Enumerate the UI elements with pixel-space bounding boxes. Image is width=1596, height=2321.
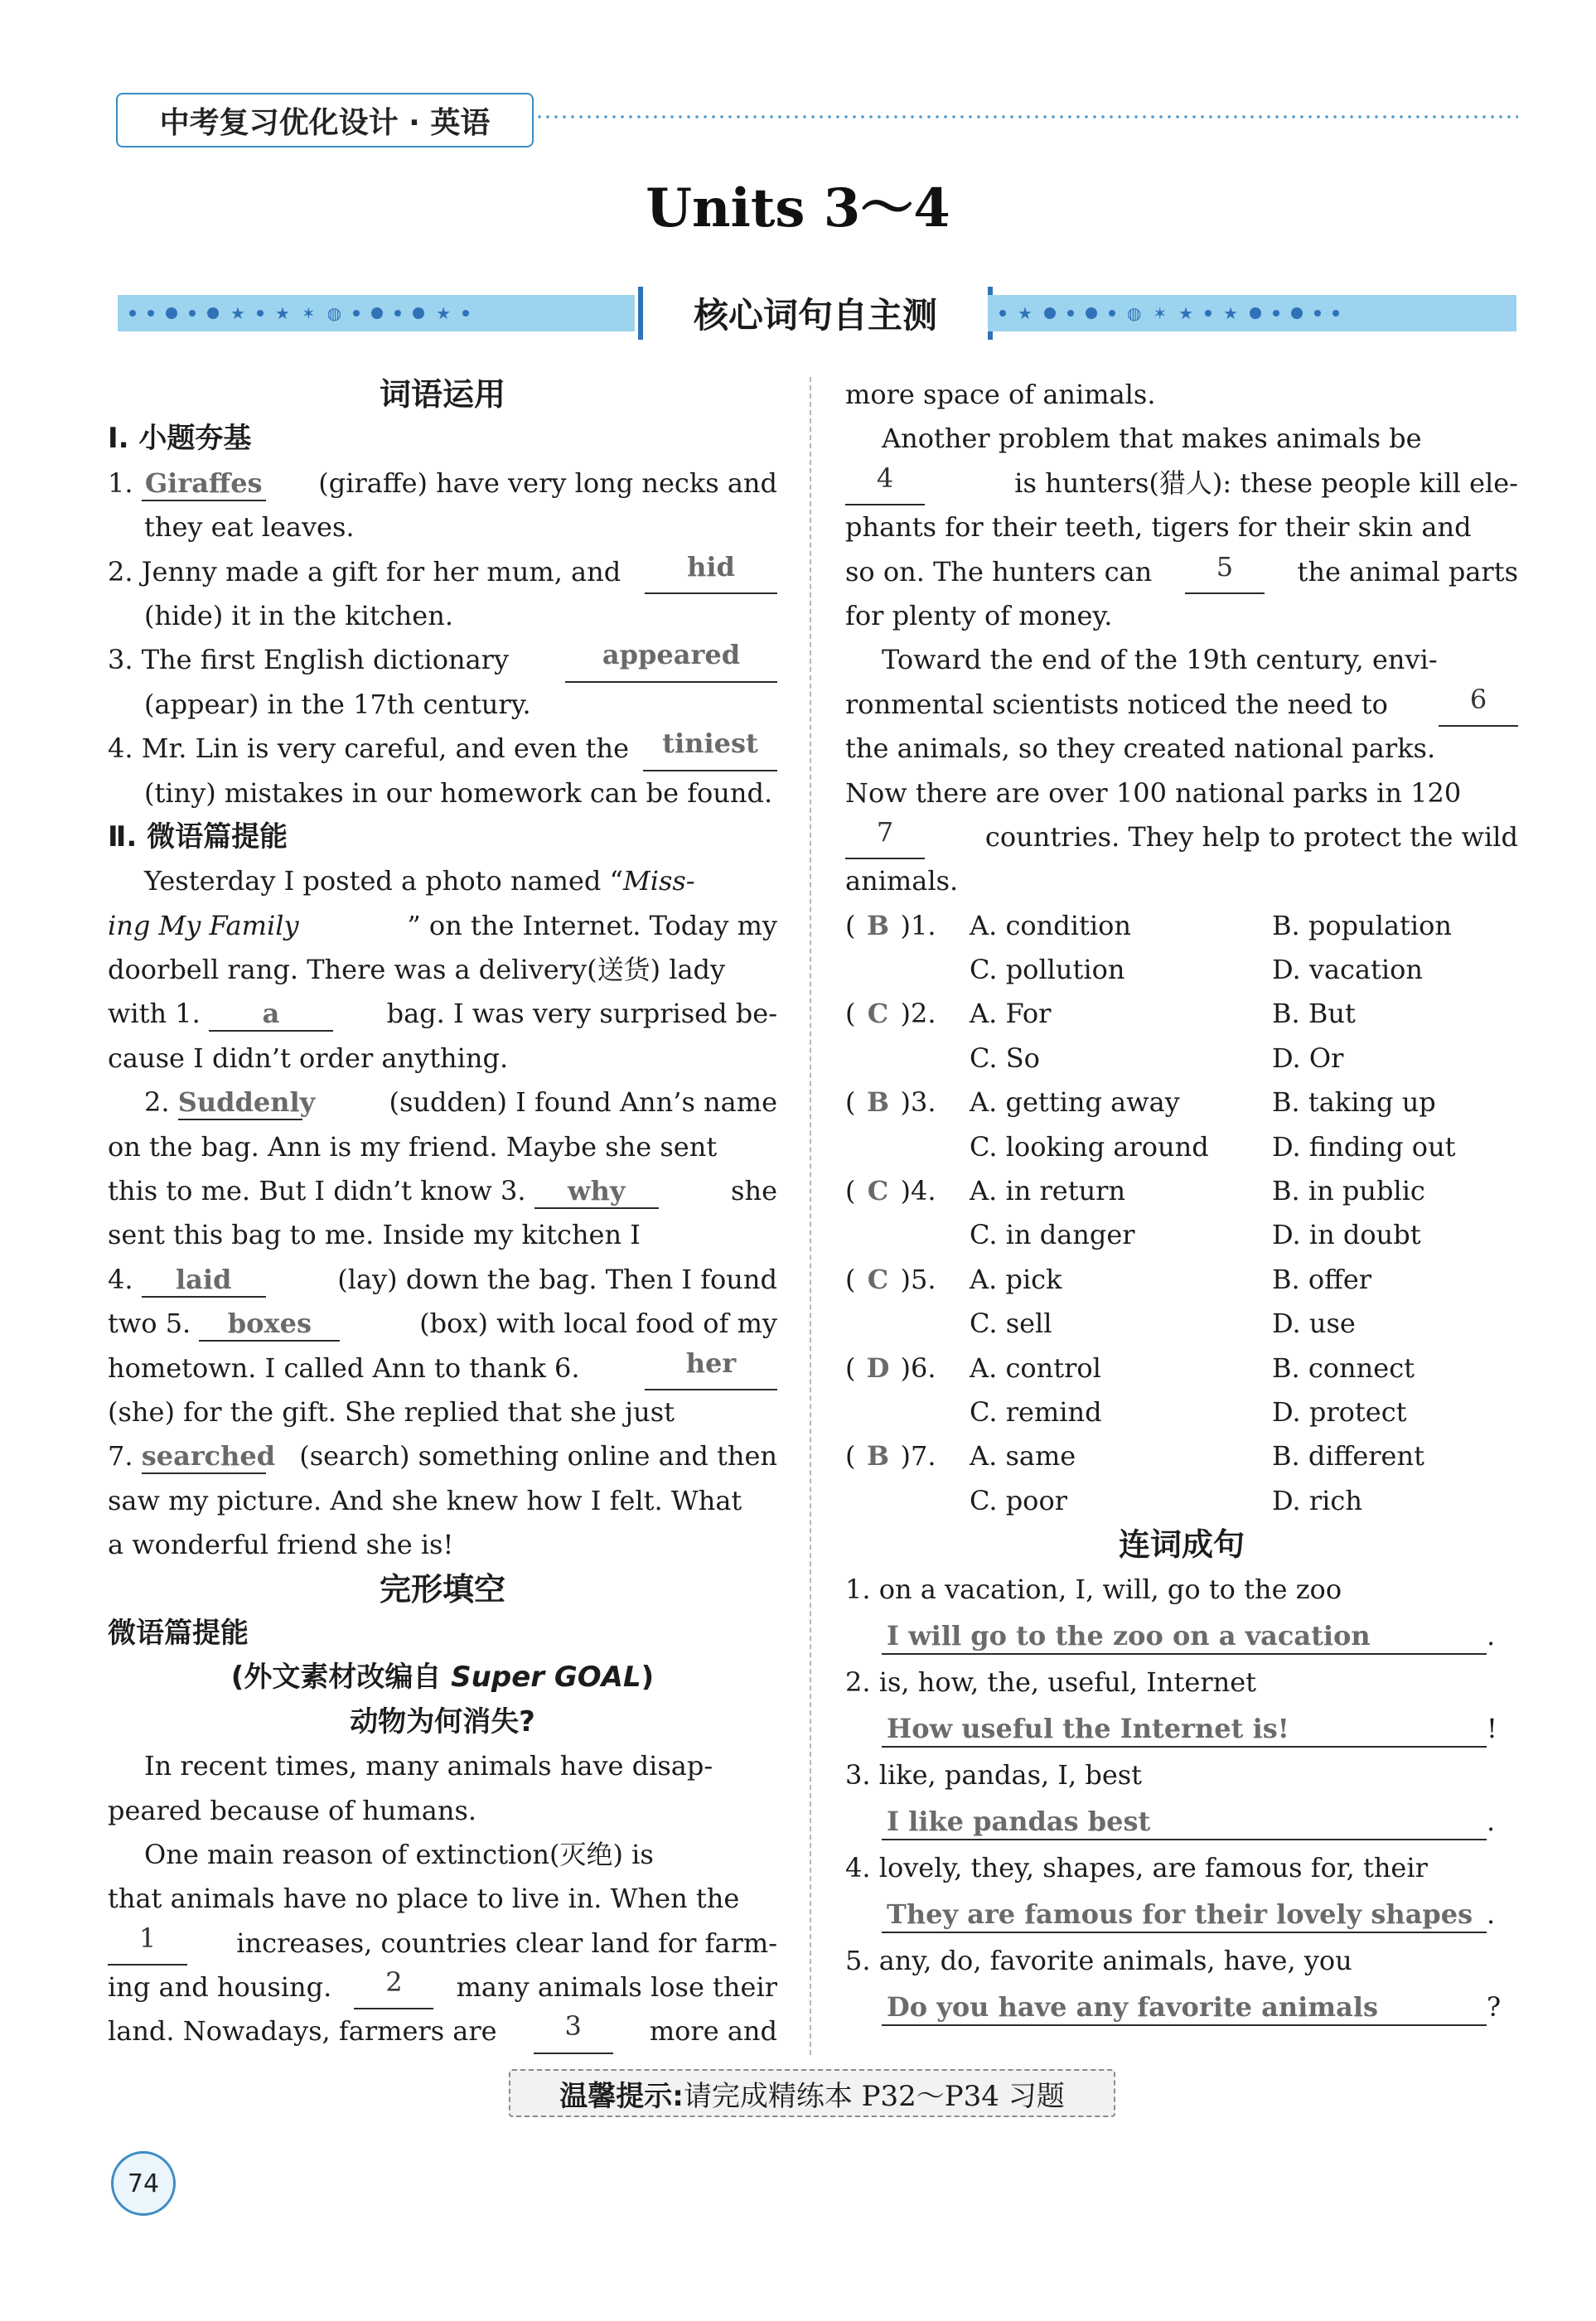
option-row: ( C ) 2. A. For B. But — [845, 992, 1518, 1036]
passage-line: cause I didn’t order anything. — [108, 1042, 509, 1074]
sentence-prompt: 5. any, do, favorite animals, have, you — [845, 1944, 1352, 1976]
cloze-line: that animals have no place to live in. When the — [108, 1883, 740, 1915]
cloze-blank-5: 5 — [1185, 550, 1265, 594]
question-4: 4. Mr. Lin is very careful, and even the tiniest — [108, 727, 777, 771]
passage-line: this to me. But I didn’t know 3. why she — [108, 1169, 777, 1213]
cloze-subtitle: 微语篇提能 — [108, 1616, 249, 1650]
passage-line: doorbell rang. There was a delivery(送货) lady — [108, 954, 726, 986]
cloze-line: for plenty of money. — [845, 599, 1113, 631]
cloze-blank-2: 2 — [354, 1966, 433, 2009]
option-row: C. pollution D. vacation — [970, 954, 1423, 986]
passage-line: sent this bag to me. Inside my kitchen I — [108, 1219, 641, 1251]
cloze-line: Now there are over 100 national parks in 120 — [845, 776, 1462, 809]
footer-tip — [509, 2069, 1115, 2117]
cloze-line: phants for their teeth, tigers for their skin and — [845, 511, 1472, 544]
answer-letter: C — [867, 1263, 889, 1295]
book-title-box — [116, 93, 534, 147]
sentence-answer: How useful the Internet is! — [882, 1711, 1487, 1748]
answer-blank-p7: searched — [142, 1439, 266, 1474]
answer-letter: B — [866, 1440, 889, 1472]
question-1: 1. Giraffes (giraffe) have very long necks and — [108, 462, 777, 505]
section-title-cloze: 完形填空 — [379, 1570, 505, 1608]
sentence-prompt: 1. on a vacation, I, will, go to the zoo — [845, 1573, 1342, 1605]
question-3: 3. The first English dictionary appeared — [108, 638, 777, 682]
passage-line: with 1. a bag. I was very surprised be- — [108, 992, 777, 1036]
globe-icon: ◍ — [1126, 303, 1142, 323]
banner-decoration-right: ★ ◍ ✶ ★ ★ — [988, 295, 1516, 331]
answer-blank-p5: boxes — [199, 1307, 340, 1342]
sentence-answer-row: How useful the Internet is! ! — [845, 1707, 1518, 1753]
globe-icon: ◍ — [326, 303, 342, 323]
sentence-answer: I will go to the zoo on a vacation — [882, 1618, 1487, 1655]
passage-line: 4. laid (lay) down the bag. Then I found — [108, 1258, 777, 1302]
sentence-prompt: 2. is, how, the, useful, Internet — [845, 1666, 1257, 1698]
left-column: 词语运用 Ⅰ. 小题夯基 1. Giraffes (giraffe) have very long necks and they eat leaves. 2. Jenny made a gift for her mum, and hid (hide) it in the kitchen. 3. The first English dictionary appeared (appear) in the 17th century. 4. Mr. Lin is very careful, and even the tiniest (tiny) mistakes in our homework can be found. Ⅱ. 微语篇提能 Yesterday I posted a photo named “Miss- ing My Family ” on the Internet. Today my doorbell rang. There was a delivery(送货) lady with 1. a bag. I was very surprised be- cause I didn’t order anything. 2. Suddenly (sudden) I found Ann’s name on the bag. Ann is my friend. Maybe she sent this to me. But I didn’t know 3. why she sent this bag to me. Inside my kitchen I 4. laid (lay) down the bag. Then I found two 5. boxes (box) with local food of my hometown. I called Ann to thank 6. her (she) for the gift. She replied that she just 7. searched (search) something online and then saw my picture. And she knew how I felt. What a wonderful friend she is! 完形填空 微语篇提能 (外文素材改编自 Super GOAL) 动物为何消失? In recent times, many animals have disap- peared because of humans. One main reason of extinction(灭绝) is that animals have no place to live in. When the 1 increases, countries clear land for farm- ing and housing. 2 many animals lose their land. Nowadays, farmers are 3 more and — [108, 373, 777, 2054]
right-column — [845, 373, 1518, 2032]
option-row: ( B ) 7. A. same B. different — [845, 1434, 1518, 1478]
page-number: 74 — [111, 2151, 176, 2216]
option-row: ( C ) 4. A. in return B. in public — [845, 1169, 1518, 1213]
answer-blank-q3: appeared — [565, 638, 777, 682]
cloze-line: land. Nowadays, farmers are 3 more and — [108, 2009, 777, 2053]
sentence-answer-row: They are famous for their lovely shapes . — [845, 1893, 1518, 1939]
answer-letter: B — [866, 909, 889, 941]
option-row: ( B ) 3. A. getting away B. taking up — [845, 1081, 1518, 1124]
cloze-heading: 动物为何消失? — [350, 1704, 535, 1738]
answer-letter: D — [866, 1351, 890, 1384]
cloze-line: animals. — [845, 865, 959, 897]
answer-blank-q4: tiniest — [643, 727, 777, 771]
section-title-vocab: 词语运用 — [379, 376, 505, 413]
answer-blank-q2: hid — [645, 550, 777, 594]
passage-line: (she) for the gift. She replied that she just — [108, 1395, 675, 1428]
passage-line: two 5. boxes (box) with local food of my — [108, 1302, 777, 1346]
cloze-line: 7 countries. They help to protect the wild — [845, 815, 1518, 859]
passage-line: hometown. I called Ann to thank 6. her — [108, 1347, 777, 1390]
option-row: C. looking around D. finding out — [970, 1130, 1456, 1163]
tip-text: 请完成精练本 P32～P34 习题 — [683, 2079, 1065, 2113]
passage-line: a wonderful friend she is! — [108, 1529, 454, 1561]
book-title: 中考复习优化设计 · 英语 — [159, 105, 491, 140]
option-row: C. sell D. use — [970, 1308, 1356, 1340]
sentence-answer-row: I like pandas best . — [845, 1800, 1518, 1846]
banner-title: 核心词句自主测 — [638, 287, 993, 340]
question-2: 2. Jenny made a gift for her mum, and hid — [108, 550, 777, 594]
option-row: ( D ) 6. A. control B. connect — [845, 1347, 1518, 1390]
cloze-blank-6: 6 — [1439, 683, 1518, 727]
cloze-line: peared because of humans. — [108, 1794, 477, 1826]
cloze-line: Another problem that makes animals be — [882, 423, 1422, 455]
unit-title: Units 3～4 — [646, 177, 950, 239]
cloze-blank-1: 1 — [108, 1922, 187, 1966]
answer-blank-q1: Giraffes — [142, 467, 266, 501]
option-row: C. poor D. rich — [970, 1484, 1362, 1516]
cloze-line: In recent times, many animals have disap- — [144, 1750, 713, 1782]
answer-blank-p3: why — [534, 1174, 659, 1209]
cloze-blank-4: 4 — [845, 462, 925, 505]
option-row: ( C ) 5. A. pick B. offer — [845, 1258, 1518, 1302]
header-dotted-rule — [535, 114, 1518, 119]
cloze-blank-3: 3 — [534, 2009, 613, 2053]
column-divider — [810, 377, 811, 2055]
answer-blank-p6: her — [645, 1347, 777, 1390]
option-row: ( B ) 1. A. condition B. population — [845, 904, 1518, 948]
passage-line: ing My Family ” on the Internet. Today my — [108, 909, 777, 941]
answer-blank-p2: Suddenly — [178, 1086, 302, 1120]
answer-letter: C — [867, 998, 889, 1030]
option-row: C. in danger D. in doubt — [970, 1219, 1421, 1251]
sentence-answer-row: I will go to the zoo on a vacation . — [845, 1614, 1518, 1661]
part1-title: Ⅰ. 小题夯基 — [108, 422, 252, 456]
passage-line: on the bag. Ann is my friend. Maybe she sent — [108, 1130, 718, 1163]
source-note: (外文素材改编自 Super GOAL) — [230, 1661, 655, 1695]
cloze-blank-7: 7 — [845, 815, 925, 859]
cloze-line: the animals, so they created national parks. — [845, 733, 1436, 765]
cloze-line: 1 increases, countries clear land for farm- — [108, 1922, 777, 1966]
sentence-prompt: 4. lovely, they, shapes, are famous for, their — [845, 1851, 1428, 1883]
section-title-sentences: 连词成句 — [1118, 1526, 1245, 1564]
sentence-prompt: 3. like, pandas, I, best — [845, 1758, 1143, 1791]
sentence-answer: They are famous for their lovely shapes — [882, 1897, 1487, 1933]
part2-title: Ⅱ. 微语篇提能 — [108, 820, 288, 853]
sentence-answer: Do you have any favorite animals — [882, 1990, 1487, 2026]
passage-line: 7. searched (search) something online and then — [108, 1434, 777, 1478]
cloze-line: Toward the end of the 19th century, envi- — [882, 644, 1438, 676]
banner-decoration-left: ★ ★ ✶ ◍ ★ — [118, 295, 635, 331]
cloze-line: so on. The hunters can 5 the animal parts — [845, 550, 1518, 594]
passage-line: saw my picture. And she knew how I felt. What — [108, 1484, 742, 1516]
passage-line: 2. Suddenly (sudden) I found Ann’s name — [108, 1081, 777, 1124]
cloze-line: ronmental scientists noticed the need to 6 — [845, 683, 1518, 727]
sentence-answer-row: Do you have any favorite animals ? — [845, 1985, 1518, 2032]
option-row: C. So D. Or — [970, 1042, 1344, 1074]
tip-label: 温馨提示: — [559, 2079, 684, 2113]
cloze-line: 4 is hunters(猎人): these people kill ele- — [845, 462, 1518, 505]
answer-letter: C — [867, 1175, 889, 1207]
answer-blank-p1: a — [209, 997, 333, 1032]
option-row: C. remind D. protect — [970, 1395, 1407, 1428]
cloze-line: One main reason of extinction(灭绝) is — [144, 1838, 654, 1870]
cloze-line: ing and housing. 2 many animals lose their — [108, 1966, 777, 2009]
cloze-line: more space of animals. — [845, 379, 1156, 410]
passage-line: Yesterday I posted a photo named “Miss- — [144, 865, 695, 897]
answer-letter: B — [866, 1086, 889, 1119]
sentence-answer: I like pandas best — [882, 1804, 1487, 1840]
answer-blank-p4: laid — [142, 1263, 266, 1298]
